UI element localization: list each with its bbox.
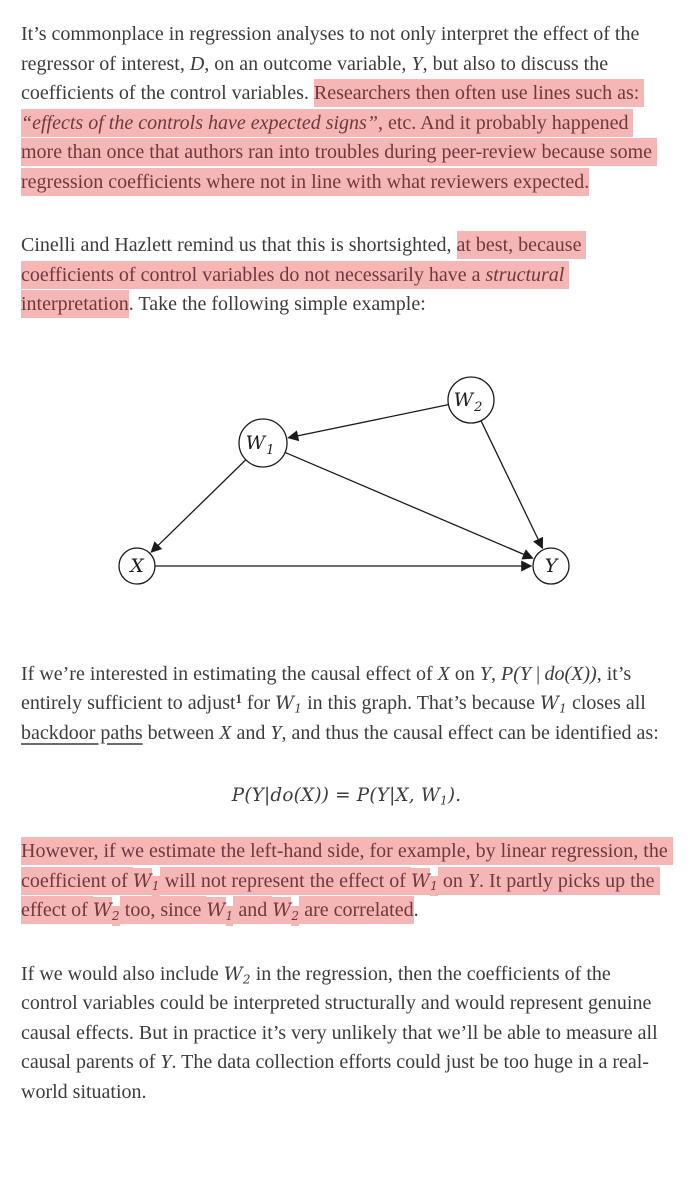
text-segment: . It partly picks up the effect of <box>21 867 660 925</box>
text-segment: P(Y | do(X)) <box>501 662 597 685</box>
text-segment: on <box>449 662 480 685</box>
intro-paragraph <box>21 20 672 197</box>
text-segment: However, if we estimate the left-hand side, for example, by linear regression, the coefficient of <box>21 837 673 895</box>
article-body <box>21 20 672 1107</box>
node-W1-label: $W_1$ <box>245 431 274 458</box>
text-segment: Cinelli and Hazlett remind us that this is shortsighted, <box>21 234 457 256</box>
text-segment: 1 <box>152 876 160 896</box>
dag-edges <box>151 404 542 565</box>
text-segment: at best, because coefficients of control variables do not necessarily have a <box>21 231 586 289</box>
text-segment: 1 <box>294 701 303 716</box>
regression-caveat-paragraph <box>21 837 672 926</box>
backdoor-paragraph <box>21 660 672 749</box>
node-W2-label: $W_2$ <box>453 388 482 415</box>
cinelli-hazlett-paragraph <box>21 231 672 320</box>
text-segment: 1 <box>559 701 567 716</box>
text-segment: too, since <box>120 896 207 924</box>
text-segment: 2 <box>242 972 251 987</box>
text-segment: It’s commonplace in regression analyses to not only interpret the effect of the regressor of interest, <box>21 23 645 75</box>
text-segment: D <box>189 52 205 75</box>
text-segment: W <box>411 868 430 895</box>
text-segment: are correlated <box>299 896 413 924</box>
text-segment: Researchers then often use lines such as: <box>314 79 644 107</box>
causal-dag-svg <box>77 366 617 598</box>
closing-paragraph <box>21 960 672 1108</box>
text-segment: structural <box>485 261 564 289</box>
text-segment: If we would also include <box>21 962 224 985</box>
text-segment: and <box>233 896 272 924</box>
text-segment: Y <box>160 1051 172 1073</box>
backdoor-paths-link[interactable]: backdoor paths <box>21 721 143 744</box>
text-segment: X <box>437 662 450 685</box>
text-segment: W <box>93 897 112 924</box>
text-segment: for <box>241 692 276 714</box>
text-segment: , <box>491 662 502 685</box>
causal-dag-figure <box>77 366 617 598</box>
dag-nodes <box>119 377 569 584</box>
text-segment: W <box>133 868 152 895</box>
text-segment: and <box>231 721 271 744</box>
text-segment: , and thus the causal effect can be identified as: <box>281 721 659 744</box>
text-segment: , but also to discuss the coefficients of the control variables. <box>21 52 614 104</box>
text-segment: 2 <box>112 906 120 926</box>
text-segment: between <box>142 721 220 744</box>
footnote-marker: 1 <box>235 691 242 706</box>
text-segment: closes all <box>566 692 651 714</box>
text-segment: 1 <box>430 876 438 896</box>
text-segment: W <box>275 693 295 714</box>
text-segment: Y <box>468 867 479 895</box>
edge-W1-to-X <box>151 459 246 551</box>
text-segment: If we’re interested in estimating the causal effect of <box>21 662 438 685</box>
text-segment: ). <box>447 785 462 806</box>
identification-equation <box>21 784 672 807</box>
node-X-label: X <box>129 554 144 577</box>
text-segment: on <box>438 867 468 895</box>
edge-W2-to-Y <box>480 420 541 547</box>
text-segment: 2 <box>291 906 299 926</box>
text-segment: X <box>219 721 232 744</box>
edge-W1-to-Y <box>285 452 533 558</box>
text-segment: interpretation <box>21 261 569 319</box>
text-segment: W <box>206 897 225 924</box>
text-segment: , on an outcome variable, <box>204 52 412 75</box>
edge-W2-to-W1 <box>288 404 448 437</box>
text-segment: Y <box>270 721 282 744</box>
text-segment: “effects of the controls have expected signs” <box>21 109 378 137</box>
text-segment: P(Y|do(X)) = P(Y|X, W <box>231 785 440 806</box>
text-segment: Y <box>411 52 423 75</box>
text-segment: Y <box>479 662 492 685</box>
text-segment: 1 <box>226 906 234 926</box>
text-segment: . <box>413 899 419 921</box>
text-segment: . The data collection efforts could just be too huge in a real-world situation. <box>21 1051 649 1103</box>
text-segment: , etc. And it probably happened more than once that authors ran into troubles during peer-review because some regression coefficients where not in line with what reviewers expected. <box>21 109 657 196</box>
text-segment: , it’s entirely sufficient to adjust <box>21 662 637 714</box>
text-segment: will not represent the effect of <box>160 867 411 895</box>
text-segment: W <box>272 897 291 924</box>
text-segment: in this graph. That’s because <box>302 692 540 714</box>
text-segment: W <box>540 693 560 714</box>
text-segment: . Take the following simple example: <box>128 293 426 315</box>
text-segment: W <box>223 963 243 985</box>
text-segment: 1 <box>439 793 448 808</box>
text-segment: in the regression, then the coefficients of the control variables could be interpreted structurally and would represent genuine causal effects. But in practice it’s very unlikely that we’ll be able to measure all causal parents of <box>21 962 663 1073</box>
node-Y-label: Y <box>544 554 557 577</box>
